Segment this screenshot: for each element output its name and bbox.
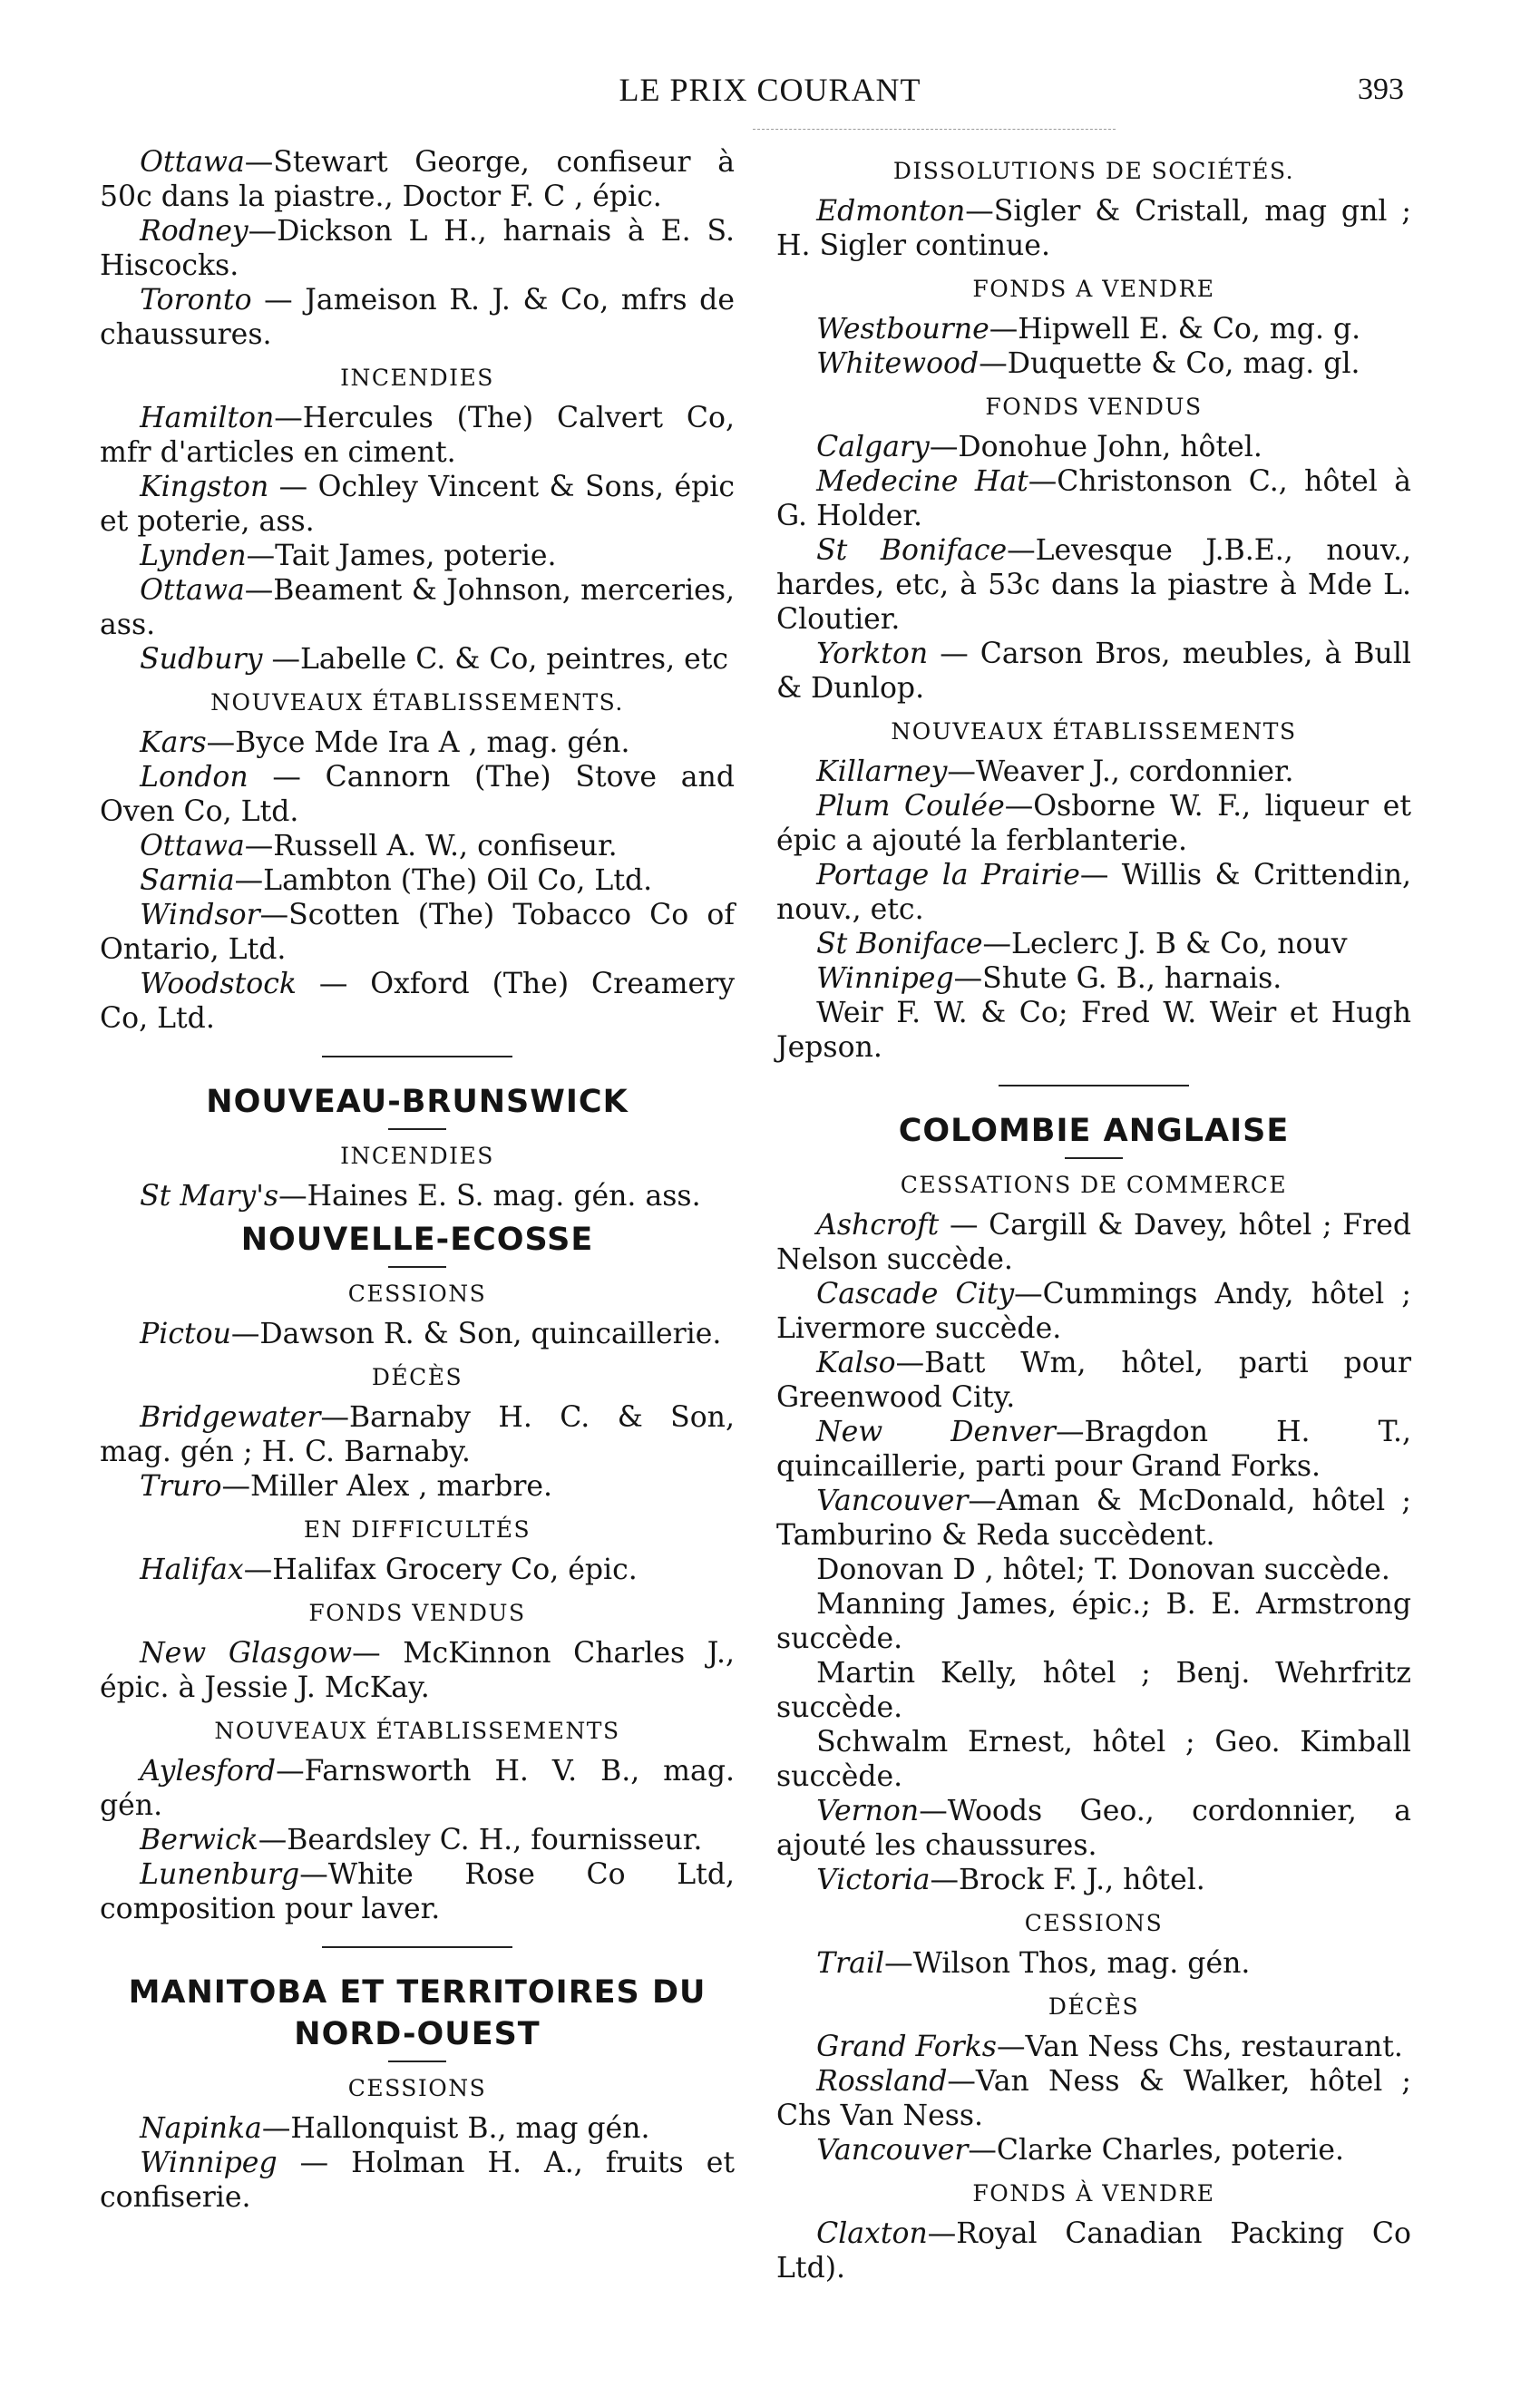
listing-entry: [776, 755, 1411, 789]
running-title: LE PRIX COURANT: [619, 72, 921, 108]
entry-place: Kingston: [140, 471, 269, 503]
listing-entry: [776, 346, 1411, 381]
entry-text: —Bragdon H. T., quincaillerie, parti pour Grand Forks.: [776, 1416, 1412, 1483]
entry-place: Killarney: [816, 755, 948, 788]
entry-text: —Byce Mde Ira A , mag. gén.: [206, 726, 630, 759]
entry-text: — Holman H. A., fruits et confiserie.: [100, 2147, 735, 2214]
entry-place: St Mary's: [140, 1180, 279, 1213]
entry-place: Portage la Prairie: [816, 859, 1080, 891]
entry-text: —Weaver J., cordonnier.: [947, 755, 1294, 788]
listing-entry: [776, 789, 1411, 858]
province-section: [100, 1081, 735, 1130]
entry-place: Yorkton: [816, 638, 929, 670]
province-heading: COLOMBIE ANGLAISE: [898, 1113, 1290, 1149]
province-section: [100, 1219, 735, 1268]
entry-place: Whitewood: [816, 347, 980, 380]
entry-text: —Hipwell E. & Co, mg. g.: [989, 313, 1361, 346]
listing-entry: [776, 312, 1411, 346]
listing-entry: [776, 858, 1411, 927]
listing-entry: [100, 642, 735, 677]
category-subheading: CESSIONS: [347, 1281, 487, 1307]
listing-entry: [776, 464, 1411, 533]
entry-text: — Cannorn (The) Stove and Oven Co, Ltd.: [100, 761, 735, 828]
entry-text: —Wilson Thos, mag. gén.: [884, 1947, 1251, 1980]
entry-text: —White Rose Co Ltd, composition pour laver.: [100, 1858, 735, 1925]
entry-text: — Carson Bros, meubles, à Bull & Dunlop.: [776, 638, 1411, 705]
entry-place: Victoria: [816, 1864, 931, 1896]
header-rule: [753, 129, 1116, 130]
category-subheading: INCENDIES: [340, 365, 494, 391]
listing-entry: [776, 996, 1411, 1065]
listing-entry: [776, 1277, 1411, 1346]
listing-entry: [776, 1725, 1411, 1794]
entry-place: Kars: [140, 726, 207, 759]
entry-place: Vancouver: [816, 2134, 969, 2167]
entry-place: Vancouver: [816, 1485, 969, 1517]
listing-entry: [100, 1400, 735, 1469]
entry-place: Westbourne: [816, 313, 989, 346]
section-divider: [322, 1056, 512, 1057]
entry-text: —Clarke Charles, poterie.: [968, 2134, 1345, 2167]
entry-text: —Lambton (The) Oil Co, Ltd.: [234, 864, 653, 897]
entry-text: —Haines E. S. mag. gén. ass.: [278, 1180, 701, 1213]
entry-text: —Hallonquist B., mag gén.: [261, 2112, 650, 2145]
listing-entry: [776, 2216, 1411, 2285]
listing-entry: [776, 1794, 1411, 1863]
category-subheading: INCENDIES: [340, 1143, 494, 1169]
section-divider: [322, 1946, 512, 1948]
entry-text: —Cummings Andy, hôtel ; Livermore succède.: [776, 1278, 1411, 1345]
listing-entry: [100, 2146, 735, 2215]
entry-text: —Russell A. W., confiseur.: [244, 830, 618, 862]
entry-text: —Beardsley C. H., fournisseur.: [258, 1824, 703, 1856]
listing-entry: [100, 214, 735, 283]
entry-text: —Labelle C. & Co, peintres, etc: [262, 643, 729, 676]
province-section: [776, 1110, 1411, 1159]
entry-text: —Duquette & Co, mag. gl.: [979, 347, 1360, 380]
entry-text: Schwalm Ernest, hôtel ; Geo. Kimball succède.: [776, 1726, 1411, 1793]
category-subheading: DÉCÈS: [1048, 1993, 1140, 2020]
entry-text: Donovan D , hôtel; T. Donovan succède.: [816, 1554, 1390, 1586]
entry-text: — Ochley Vincent & Sons, épic et poterie, ass.: [100, 471, 735, 538]
listing-entry: [776, 637, 1411, 706]
entry-place: Woodstock: [140, 968, 297, 1000]
category-subheading: DÉCÈS: [371, 1364, 463, 1390]
entry-text: —Tait James, poterie.: [246, 540, 557, 572]
entry-place: Bridgewater: [140, 1401, 321, 1434]
entry-text: —Barnaby H. C. & Son, mag. gén ; H. C. Barnaby.: [100, 1401, 735, 1468]
entry-place: Pictou: [140, 1318, 231, 1350]
entry-place: Rossland: [816, 2065, 948, 2098]
category-subheading: FONDS VENDUS: [985, 394, 1203, 420]
listing-entry: [100, 898, 735, 967]
entry-place: Claxton: [816, 2217, 928, 2250]
heading-rule: [388, 2061, 446, 2062]
category-subheading: DISSOLUTIONS DE SOCIÉTÉS.: [892, 158, 1295, 184]
entry-place: Ottawa: [140, 830, 245, 862]
page-number: 393: [1358, 73, 1404, 106]
entry-text: — Oxford (The) Creamery Co, Ltd.: [100, 968, 735, 1035]
entry-text: —Donohue John, hôtel.: [929, 431, 1262, 463]
listing-entry: [100, 1317, 735, 1351]
category-subheading: EN DIFFICULTÉS: [303, 1516, 531, 1543]
listing-entry: [776, 1208, 1411, 1277]
listing-entry: [776, 961, 1411, 996]
entry-text: —Stewart George, confiseur à 50c dans la piastre., Doctor F. C , épic.: [100, 146, 735, 213]
heading-rule: [388, 1266, 446, 1268]
entry-place: Winnipeg: [816, 962, 954, 995]
entry-text: —Dickson L H., harnais à E. S. Hiscocks.: [100, 215, 735, 282]
entry-text: —Beament & Johnson, merceries, ass.: [100, 574, 735, 641]
listing-entry: [100, 1823, 735, 1857]
entry-text: —Osborne W. F., liqueur et épic a ajouté la ferblanterie.: [776, 790, 1411, 857]
entry-place: Edmonton: [816, 195, 966, 228]
entry-text: Weir F. W. & Co; Fred W. Weir et Hugh Jepson.: [776, 997, 1411, 1064]
entry-text: —Levesque J.B.E., nouv., hardes, etc, à 53c dans la piastre à Mde L. Cloutier.: [776, 534, 1412, 636]
entry-place: Sarnia: [140, 864, 235, 897]
entry-place: Lynden: [140, 540, 247, 572]
entry-place: Lunenburg: [140, 1858, 300, 1891]
listing-entry: [100, 1553, 735, 1587]
entry-place: Sudbury: [140, 643, 263, 676]
entry-place: Aylesford: [140, 1755, 277, 1788]
left-column: [100, 145, 735, 2215]
entry-place: New Glasgow: [140, 1637, 353, 1670]
entry-place: Ashcroft: [816, 1209, 940, 1242]
entry-place: Truro: [140, 1470, 222, 1503]
listing-entry: [100, 401, 735, 470]
listing-entry: [776, 2133, 1411, 2168]
listing-entry: [776, 1946, 1411, 1981]
listing-entry: [776, 1553, 1411, 1587]
entry-place: Ottawa: [140, 574, 245, 607]
entry-text: Manning James, épic.; B. E. Armstrong succède.: [776, 1588, 1411, 1655]
listing-entry: [100, 967, 735, 1036]
listing-entry: [100, 1754, 735, 1823]
category-subheading: CESSATIONS DE COMMERCE: [900, 1172, 1288, 1198]
entry-place: Halifax: [140, 1554, 244, 1586]
listing-entry: [100, 760, 735, 829]
listing-entry: [100, 1857, 735, 1926]
province-heading: MANITOBA ET TERRITOIRES DU NORD-OUEST: [128, 1974, 707, 2052]
entry-text: —Woods Geo., cordonnier, a ajouté les chaussures.: [776, 1795, 1411, 1862]
entry-place: Winnipeg: [140, 2147, 278, 2179]
entry-text: —Dawson R. & Son, quincaillerie.: [230, 1318, 722, 1350]
entry-place: New Denver: [816, 1416, 1056, 1448]
listing-entry: [776, 1484, 1411, 1553]
listing-entry: [776, 1863, 1411, 1897]
entry-text: —Aman & McDonald, hôtel ; Tamburino & Reda succèdent.: [776, 1485, 1411, 1552]
listing-entry: [776, 2030, 1411, 2064]
entry-place: Vernon: [816, 1795, 920, 1827]
category-subheading: NOUVEAUX ÉTABLISSEMENTS: [891, 718, 1297, 745]
category-subheading: FONDS VENDUS: [308, 1600, 526, 1626]
heading-rule: [388, 1128, 446, 1130]
listing-entry: [100, 470, 735, 539]
listing-entry: [776, 927, 1411, 961]
entry-place: London: [140, 761, 249, 794]
entry-text: —Batt Wm, hôtel, parti pour Greenwood City.: [776, 1347, 1411, 1414]
entry-text: — McKinnon Charles J., épic. à Jessie J. McKay.: [100, 1637, 735, 1704]
entry-place: Rodney: [140, 215, 249, 248]
entry-text: —Halifax Grocery Co, épic.: [243, 1554, 638, 1586]
page-header: [0, 65, 1540, 120]
listing-entry: [776, 1656, 1411, 1725]
entry-text: — Jameison R. J. & Co, mfrs de chaussures.: [100, 284, 735, 351]
entry-place: Hamilton: [140, 402, 275, 434]
entry-place: Medecine Hat: [816, 465, 1028, 498]
entry-place: Plum Coulée: [816, 790, 1005, 823]
entry-place: Napinka: [140, 2112, 262, 2145]
entry-text: —Leclerc J. B & Co, nouv: [982, 928, 1348, 960]
listing-entry: [776, 1415, 1411, 1484]
entry-text: Martin Kelly, hôtel ; Benj. Wehrfritz succède.: [776, 1657, 1411, 1724]
listing-entry: [100, 573, 735, 642]
listing-entry: [776, 194, 1411, 263]
entry-text: —Van Ness Chs, restaurant.: [996, 2031, 1403, 2063]
listing-entry: [100, 539, 735, 573]
province-heading: NOUVELLE-ECOSSE: [240, 1222, 594, 1258]
entry-place: Toronto: [140, 284, 252, 317]
section-divider: [999, 1085, 1189, 1086]
listing-entry: [100, 726, 735, 760]
entry-place: Berwick: [140, 1824, 258, 1856]
listing-entry: [100, 283, 735, 352]
entry-text: —Van Ness & Walker, hôtel ; Chs Van Ness.: [776, 2065, 1411, 2132]
right-column: [776, 145, 1411, 2285]
entry-text: —Brock F. J., hôtel.: [930, 1864, 1205, 1896]
entry-text: —Hercules (The) Calvert Co, mfr d'articles en ciment.: [100, 402, 735, 469]
listing-entry: [100, 145, 735, 214]
entry-text: —Christonson C., hôtel à G. Holder.: [776, 465, 1411, 532]
entry-place: Windsor: [140, 899, 260, 931]
entry-place: Kalso: [816, 1347, 896, 1379]
entry-place: Ottawa: [140, 146, 245, 179]
entry-place: Cascade City: [816, 1278, 1015, 1310]
category-subheading: FONDS A VENDRE: [972, 276, 1215, 302]
listing-entry: [776, 1587, 1411, 1656]
category-subheading: NOUVEAUX ÉTABLISSEMENTS.: [210, 689, 624, 716]
entry-text: —Sigler & Cristall, mag gnl ; H. Sigler continue.: [776, 195, 1411, 262]
heading-rule: [1065, 1157, 1123, 1159]
entry-place: Trail: [816, 1947, 885, 1980]
listing-entry: [776, 533, 1411, 637]
entry-text: —Miller Alex , marbre.: [221, 1470, 553, 1503]
listing-entry: [100, 2111, 735, 2146]
listing-entry: [776, 2064, 1411, 2133]
listing-entry: [100, 863, 735, 898]
listing-entry: [100, 1469, 735, 1504]
entry-place: Calgary: [816, 431, 930, 463]
category-subheading: FONDS À VENDRE: [972, 2180, 1215, 2207]
entry-text: — Cargill & Davey, hôtel ; Fred Nelson succède.: [776, 1209, 1411, 1276]
listing-entry: [776, 1346, 1411, 1415]
province-section: [100, 1972, 735, 2062]
category-subheading: CESSIONS: [1024, 1910, 1164, 1936]
entry-text: — Willis & Crittendin, nouv., etc.: [776, 859, 1411, 926]
entry-text: —Shute G. B., harnais.: [953, 962, 1282, 995]
entry-place: St Boniface: [816, 928, 983, 960]
entry-text: —Royal Canadian Packing Co Ltd).: [776, 2217, 1411, 2285]
entry-place: St Boniface: [816, 534, 1008, 567]
entry-text: —Scotten (The) Tobacco Co of Ontario, Ltd.: [100, 899, 735, 966]
listing-entry: [100, 829, 735, 863]
listing-entry: [776, 430, 1411, 464]
entry-place: Grand Forks: [816, 2031, 997, 2063]
category-subheading: NOUVEAUX ÉTABLISSEMENTS: [214, 1718, 620, 1744]
category-subheading: CESSIONS: [347, 2075, 487, 2101]
province-heading: NOUVEAU-BRUNSWICK: [206, 1084, 629, 1120]
entry-text: —Farnsworth H. V. B., mag. gén.: [100, 1755, 735, 1822]
listing-entry: [100, 1179, 735, 1213]
listing-entry: [100, 1636, 735, 1705]
